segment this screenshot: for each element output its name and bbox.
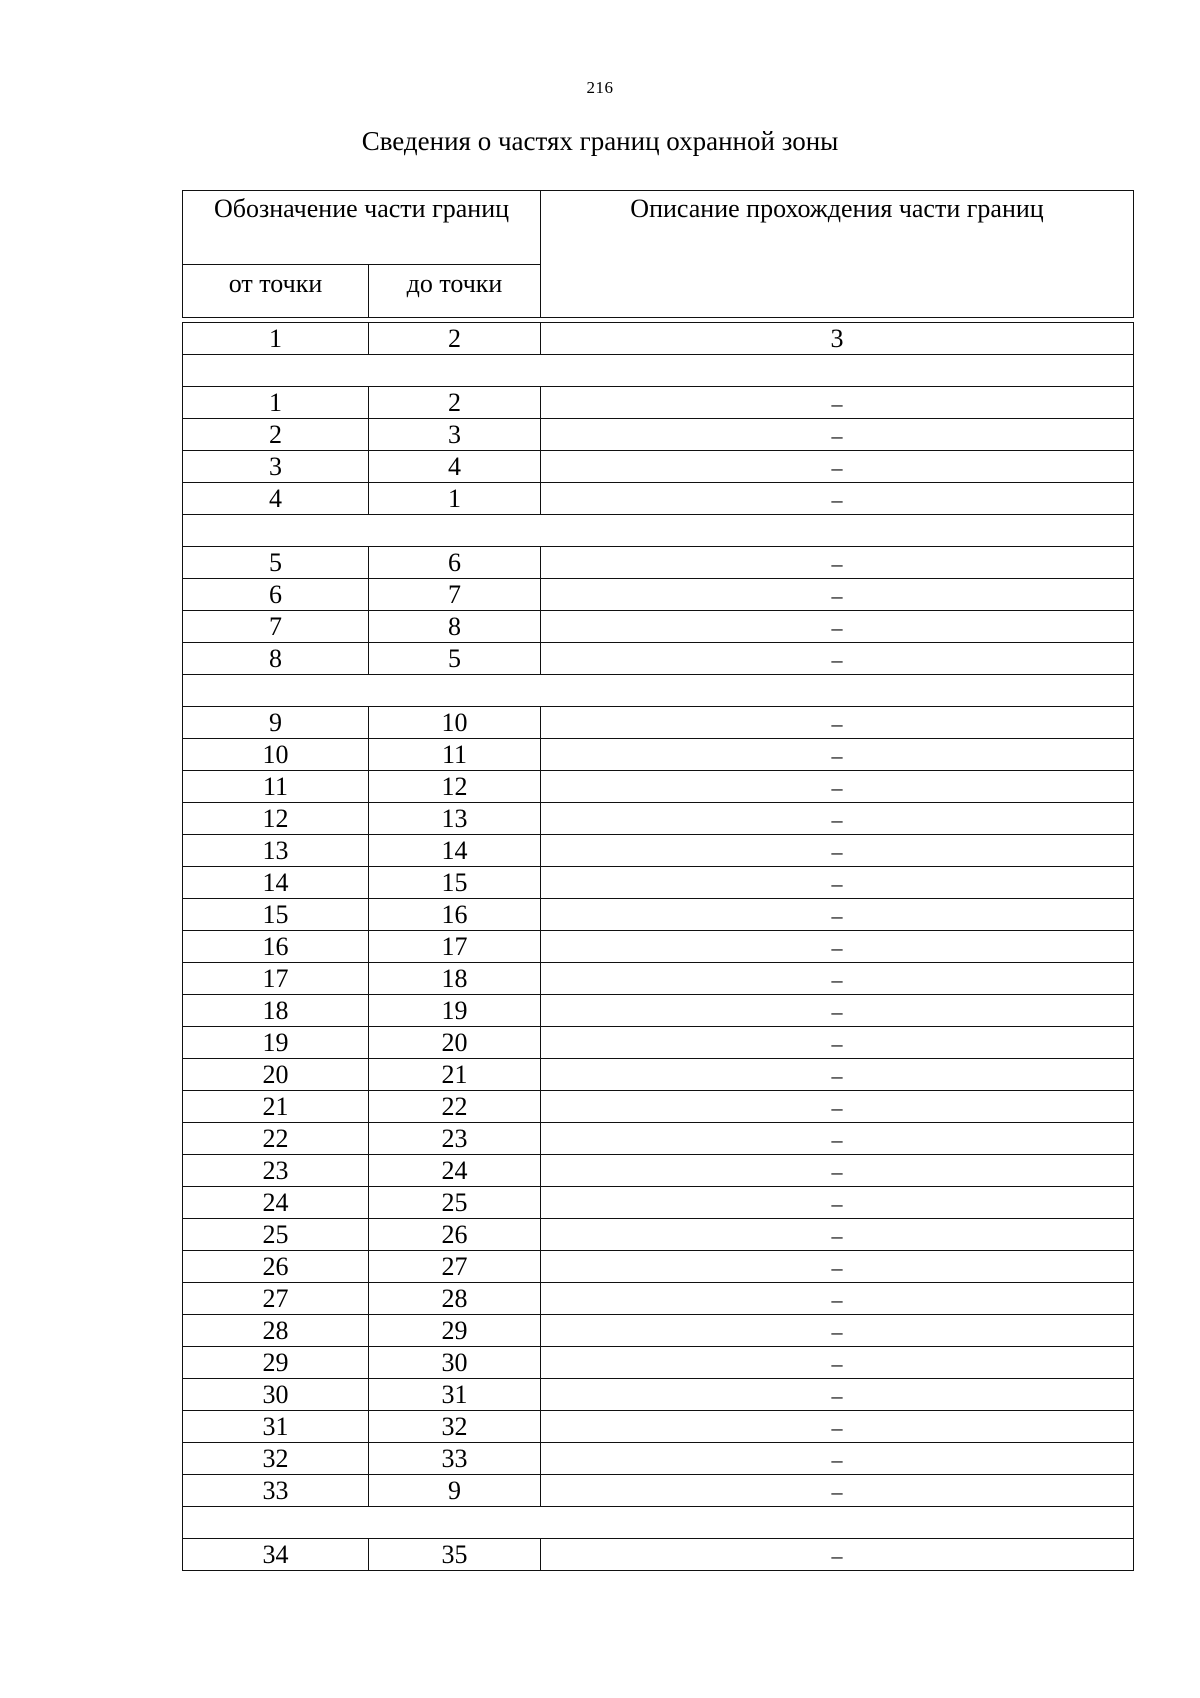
description-cell <box>541 1315 1134 1347</box>
description-dash: – <box>831 1286 843 1312</box>
description-cell <box>541 1411 1134 1443</box>
to-point-cell: 13 <box>369 803 541 835</box>
description-cell <box>541 1123 1134 1155</box>
description-dash: – <box>831 806 843 832</box>
description-dash: – <box>831 838 843 864</box>
table-row <box>183 1187 1134 1219</box>
table-row <box>183 963 1134 995</box>
table-row <box>183 1443 1134 1475</box>
table-row <box>183 1251 1134 1283</box>
from-point-cell: 7 <box>183 611 369 643</box>
description-cell <box>541 1251 1134 1283</box>
from-point-cell: 11 <box>183 771 369 803</box>
from-point-cell: 29 <box>183 1347 369 1379</box>
from-point-cell: 9 <box>183 707 369 739</box>
table-row <box>183 611 1134 643</box>
description-cell <box>541 803 1134 835</box>
description-dash: – <box>831 1190 843 1216</box>
group-separator-row <box>183 1507 1134 1539</box>
group-label <box>183 675 1134 707</box>
from-point-cell: 10 <box>183 739 369 771</box>
to-point-cell: 24 <box>369 1155 541 1187</box>
description-dash: – <box>831 1382 843 1408</box>
description-dash: – <box>831 1318 843 1344</box>
column-number: 3 <box>541 323 1134 355</box>
table-row <box>183 483 1134 515</box>
description-dash: – <box>831 390 843 416</box>
header-designation: Обозначение части границ <box>183 191 541 265</box>
from-point-cell: 1 <box>183 387 369 419</box>
description-dash: – <box>831 742 843 768</box>
page-title: Сведения о частях границ охранной зоны <box>361 126 839 156</box>
from-point-cell: 12 <box>183 803 369 835</box>
table-row <box>183 547 1134 579</box>
table-row <box>183 1539 1134 1571</box>
to-point-cell: 28 <box>369 1283 541 1315</box>
table-row <box>183 1411 1134 1443</box>
description-dash: – <box>831 934 843 960</box>
to-point-cell: 20 <box>369 1027 541 1059</box>
description-cell <box>541 1027 1134 1059</box>
to-point-cell: 19 <box>369 995 541 1027</box>
description-dash: – <box>831 646 843 672</box>
table-row <box>183 451 1134 483</box>
table-row <box>183 1219 1134 1251</box>
from-point-cell: 19 <box>183 1027 369 1059</box>
from-point-cell: 8 <box>183 643 369 675</box>
description-cell <box>541 1347 1134 1379</box>
table-row <box>183 931 1134 963</box>
to-point-cell: 11 <box>369 739 541 771</box>
table-row <box>183 995 1134 1027</box>
description-cell <box>541 1379 1134 1411</box>
column-number: 2 <box>369 323 541 355</box>
table-row <box>183 899 1134 931</box>
from-point-cell: 23 <box>183 1155 369 1187</box>
table-row <box>183 1475 1134 1507</box>
from-point-cell: 14 <box>183 867 369 899</box>
from-point-cell: 34 <box>183 1539 369 1571</box>
to-point-cell: 22 <box>369 1091 541 1123</box>
from-point-cell: 22 <box>183 1123 369 1155</box>
from-point-cell: 21 <box>183 1091 369 1123</box>
to-point-cell: 33 <box>369 1443 541 1475</box>
description-dash: – <box>831 1542 843 1568</box>
description-dash: – <box>831 454 843 480</box>
description-cell <box>541 1283 1134 1315</box>
to-point-cell: 25 <box>369 1187 541 1219</box>
to-point-cell: 12 <box>369 771 541 803</box>
to-point-cell: 18 <box>369 963 541 995</box>
table-row <box>183 803 1134 835</box>
table-row <box>183 835 1134 867</box>
to-point-cell: 27 <box>369 1251 541 1283</box>
group-label <box>183 1507 1134 1539</box>
to-point-cell: 23 <box>369 1123 541 1155</box>
page-number: 216 <box>586 78 614 97</box>
description-dash: – <box>831 710 843 736</box>
column-number: 1 <box>183 323 369 355</box>
header-to-point: до точки <box>369 265 541 318</box>
description-dash: – <box>831 966 843 992</box>
group-label <box>183 515 1134 547</box>
table-row <box>183 1315 1134 1347</box>
description-cell <box>541 867 1134 899</box>
from-point-cell: 13 <box>183 835 369 867</box>
to-point-cell: 31 <box>369 1379 541 1411</box>
description-cell <box>541 1155 1134 1187</box>
description-dash: – <box>831 870 843 896</box>
description-cell <box>541 1187 1134 1219</box>
group-separator-row <box>183 355 1134 387</box>
to-point-cell: 1 <box>369 483 541 515</box>
to-point-cell: 16 <box>369 899 541 931</box>
from-point-cell: 20 <box>183 1059 369 1091</box>
table-row <box>183 387 1134 419</box>
to-point-cell: 7 <box>369 579 541 611</box>
to-point-cell: 2 <box>369 387 541 419</box>
description-cell <box>541 643 1134 675</box>
to-point-cell: 4 <box>369 451 541 483</box>
table-row <box>183 1379 1134 1411</box>
table-row <box>183 579 1134 611</box>
to-point-cell: 6 <box>369 547 541 579</box>
table-row <box>183 739 1134 771</box>
boundary-parts-table <box>182 190 1134 1571</box>
description-dash: – <box>831 550 843 576</box>
table-row <box>183 1155 1134 1187</box>
description-dash: – <box>831 1030 843 1056</box>
table-row <box>183 771 1134 803</box>
column-number-row <box>183 323 1134 355</box>
from-point-cell: 16 <box>183 931 369 963</box>
description-dash: – <box>831 1350 843 1376</box>
from-point-cell: 32 <box>183 1443 369 1475</box>
group-separator-row <box>183 515 1134 547</box>
description-dash: – <box>831 774 843 800</box>
to-point-cell: 35 <box>369 1539 541 1571</box>
to-point-cell: 32 <box>369 1411 541 1443</box>
to-point-cell: 26 <box>369 1219 541 1251</box>
from-point-cell: 5 <box>183 547 369 579</box>
description-dash: – <box>831 1478 843 1504</box>
to-point-cell: 3 <box>369 419 541 451</box>
description-cell <box>541 387 1134 419</box>
description-cell <box>541 995 1134 1027</box>
description-dash: – <box>831 422 843 448</box>
description-dash: – <box>831 1094 843 1120</box>
description-cell <box>541 483 1134 515</box>
to-point-cell: 14 <box>369 835 541 867</box>
from-point-cell: 18 <box>183 995 369 1027</box>
from-point-cell: 26 <box>183 1251 369 1283</box>
description-cell <box>541 1539 1134 1571</box>
description-dash: – <box>831 614 843 640</box>
description-cell <box>541 451 1134 483</box>
header-description: Описание прохождения части границ <box>541 191 1134 318</box>
from-point-cell: 4 <box>183 483 369 515</box>
description-dash: – <box>831 1222 843 1248</box>
to-point-cell: 10 <box>369 707 541 739</box>
table-header-row <box>183 191 1134 265</box>
description-dash: – <box>831 582 843 608</box>
table-row <box>183 1059 1134 1091</box>
to-point-cell: 21 <box>369 1059 541 1091</box>
description-cell <box>541 707 1134 739</box>
from-point-cell: 24 <box>183 1187 369 1219</box>
to-point-cell: 9 <box>369 1475 541 1507</box>
description-dash: – <box>831 1158 843 1184</box>
description-cell <box>541 419 1134 451</box>
to-point-cell: 30 <box>369 1347 541 1379</box>
table-row <box>183 643 1134 675</box>
description-dash: – <box>831 486 843 512</box>
to-point-cell: 17 <box>369 931 541 963</box>
from-point-cell: 25 <box>183 1219 369 1251</box>
table-row <box>183 1027 1134 1059</box>
table-row <box>183 867 1134 899</box>
from-point-cell: 17 <box>183 963 369 995</box>
description-cell <box>541 835 1134 867</box>
from-point-cell: 31 <box>183 1411 369 1443</box>
table-row <box>183 1283 1134 1315</box>
from-point-cell: 28 <box>183 1315 369 1347</box>
description-cell <box>541 1091 1134 1123</box>
description-dash: – <box>831 998 843 1024</box>
description-cell <box>541 1219 1134 1251</box>
from-point-cell: 30 <box>183 1379 369 1411</box>
table-row <box>183 707 1134 739</box>
description-dash: – <box>831 1126 843 1152</box>
description-cell <box>541 739 1134 771</box>
from-point-cell: 15 <box>183 899 369 931</box>
description-cell <box>541 547 1134 579</box>
table-row <box>183 1123 1134 1155</box>
group-separator-row <box>183 675 1134 707</box>
description-cell <box>541 899 1134 931</box>
description-cell <box>541 963 1134 995</box>
description-dash: – <box>831 902 843 928</box>
table-row <box>183 419 1134 451</box>
from-point-cell: 27 <box>183 1283 369 1315</box>
to-point-cell: 15 <box>369 867 541 899</box>
table-row <box>183 1091 1134 1123</box>
description-cell <box>541 579 1134 611</box>
description-dash: – <box>831 1254 843 1280</box>
to-point-cell: 29 <box>369 1315 541 1347</box>
from-point-cell: 33 <box>183 1475 369 1507</box>
description-cell <box>541 611 1134 643</box>
description-cell <box>541 771 1134 803</box>
from-point-cell: 3 <box>183 451 369 483</box>
to-point-cell: 5 <box>369 643 541 675</box>
description-cell <box>541 1443 1134 1475</box>
description-cell <box>541 1475 1134 1507</box>
header-from-point: от точки <box>183 265 369 318</box>
to-point-cell: 8 <box>369 611 541 643</box>
from-point-cell: 2 <box>183 419 369 451</box>
description-cell <box>541 931 1134 963</box>
table-row <box>183 1347 1134 1379</box>
description-dash: – <box>831 1414 843 1440</box>
description-dash: – <box>831 1062 843 1088</box>
group-label <box>183 355 1134 387</box>
description-dash: – <box>831 1446 843 1472</box>
description-cell <box>541 1059 1134 1091</box>
from-point-cell: 6 <box>183 579 369 611</box>
